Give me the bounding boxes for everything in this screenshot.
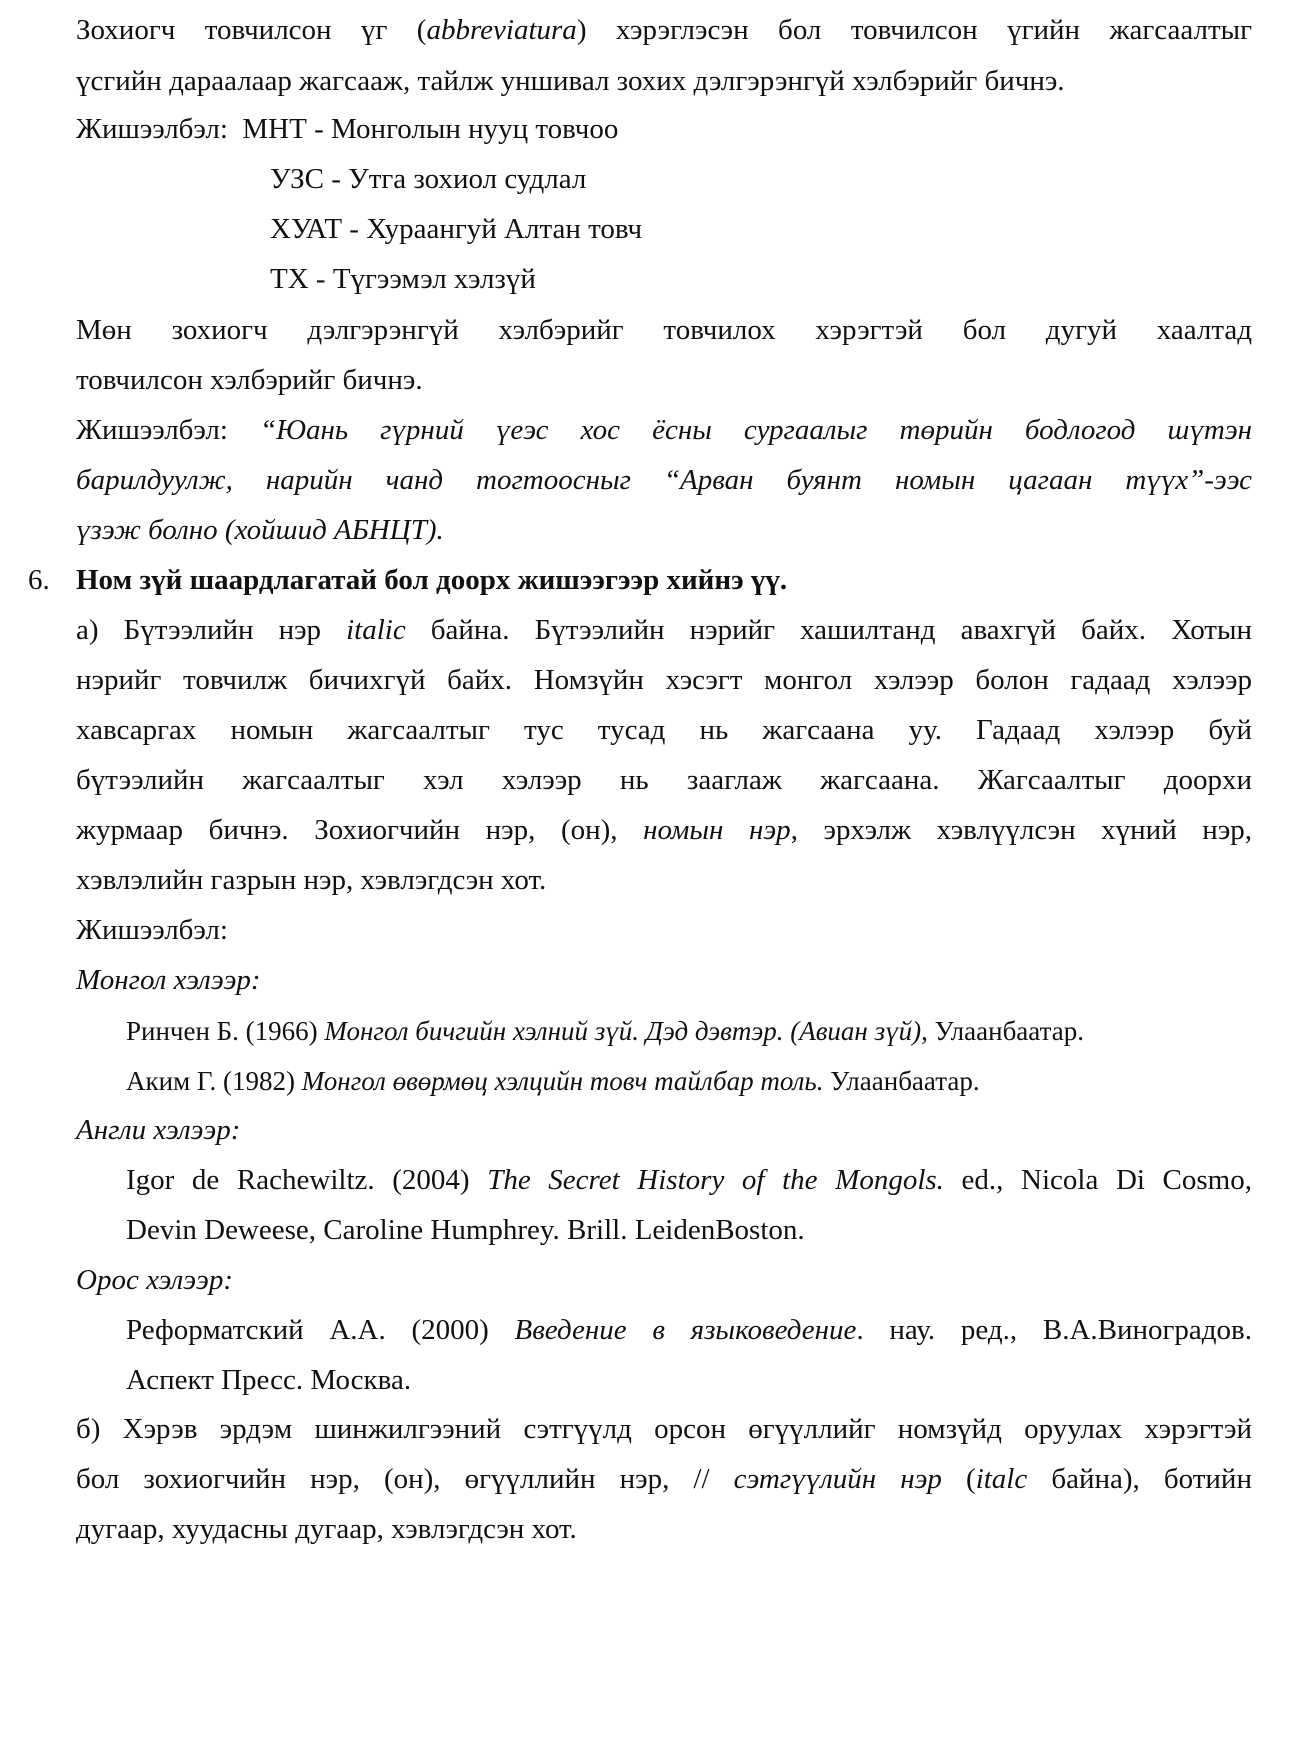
item-6a-line-1: а) Бүтээлийн нэр italic байна. Бүтээлийн нэрийг хашилтанд авахгүй байх. Хотын	[76, 614, 1252, 646]
mongolian-ref-2: Аким Г. (1982) Монгол өвөрмөц хэлцийн товч тайлбар толь. Улаанбаатар.	[126, 1066, 980, 1096]
paren-para-line-2: товчилсон хэлбэрийг бичнэ.	[76, 364, 423, 396]
item-6-heading: 6. Ном зүй шаардлагатай бол доорх жишээгээр хийнэ үү.	[28, 560, 1252, 600]
item-number: 6.	[28, 564, 50, 596]
abbrev-para-line-2: үсгийн дараалаар жагсааж, тайлж уншивал зохих дэлгэрэнгүй хэлбэрийг бичнэ.	[76, 65, 1065, 97]
item-6b-line-3: дугаар, хуудасны дугаар, хэвлэгдсэн хот.	[76, 1513, 577, 1545]
mongolian-section-label: Монгол хэлээр:	[76, 964, 261, 996]
item-6a-example-label: Жишээлбэл:	[76, 914, 228, 946]
abbrev-example-line-3: ХУАТ - Хураангуй Алтан товч	[270, 213, 643, 245]
item-6a-line-5: журмаар бичнэ. Зохиогчийн нэр, (он), номын нэр, эрхэлж хэвлүүлсэн хүний нэр,	[76, 814, 1253, 846]
item-6a-line-2: нэрийг товчилж бичихгүй байх. Номзүйн хэсэгт монгол хэлээр болон гадаад хэлээр	[76, 664, 1252, 696]
mongolian-ref-1: Ринчен Б. (1966) Монгол бичгийн хэлний зүй. Дэд дэвтэр. (Авиан зүй), Улаанбаатар.	[126, 1016, 1084, 1046]
paren-example-line-3: үзэж болно (хойшид АБНЦТ).	[76, 514, 444, 546]
abbrev-example-line-2: УЗС - Утга зохиол судлал	[270, 163, 587, 195]
item-6a-line-4: бүтээлийн жагсаалтыг хэл хэлээр нь зааглаж жагсаана. Жагсаалтыг доорхи	[76, 764, 1252, 796]
item-6b-line-2: бол зохиогчийн нэр, (он), өгүүллийн нэр, // сэтгүүлийн нэр (italc байна), ботийн	[76, 1463, 1252, 1495]
paren-example-line-1: Жишээлбэл: “Юань гүрний үеэс хос ёсны сургаалыг төрийн бодлогод шүтэн	[76, 414, 1253, 446]
example-label: Жишээлбэл:	[76, 113, 228, 145]
paren-para-line-1: Мөн зохиогч дэлгэрэнгүй хэлбэрийг товчилох хэрэгтэй бол дугуй хаалтад	[76, 314, 1252, 346]
item-6a-line-6: хэвлэлийн газрын нэр, хэвлэгдсэн хот.	[76, 864, 547, 896]
russian-section-label: Орос хэлээр:	[76, 1264, 233, 1296]
abbrev-para-line-1: Зохиогч товчилсон үг (abbreviatura) хэрэглэсэн бол товчилсон үгийн жагсаалтыг	[76, 14, 1252, 46]
paren-example-line-2: барилдуулж, нарийн чанд тогтоосныг “Арван буянт номын цагаан түүх”-ээс	[76, 464, 1252, 496]
russian-ref-line-1: Реформатский А.А. (2000) Введение в языковедение. нау. ред., В.А.Виноградов.	[126, 1314, 1252, 1346]
english-section-label: Англи хэлээр:	[76, 1114, 241, 1146]
russian-ref-line-2: Аспект Пресс. Москва.	[126, 1364, 412, 1396]
item-6b-line-1: б) Хэрэв эрдэм шинжилгээний сэтгүүлд орсон өгүүллийг номзүйд оруулах хэрэгтэй	[76, 1413, 1252, 1445]
english-ref-line-2: Devin Deweese, Caroline Humphrey. Brill. LeidenBoston.	[126, 1214, 805, 1246]
abbrev-example-line-4: ТХ - Түгээмэл хэлзүй	[270, 263, 536, 295]
abbrev-example-line-1: Жишээлбэл: МНТ - Монголын нууц товчоо	[76, 113, 619, 145]
item-6a-line-3: хавсаргах номын жагсаалтыг тус тусад нь жагсаана уу. Гадаад хэлээр буй	[76, 714, 1252, 746]
english-ref-line-1: Igor de Rachewiltz. (2004) The Secret History of the Mongols. ed., Nicola Di Cosmo,	[126, 1164, 1252, 1196]
